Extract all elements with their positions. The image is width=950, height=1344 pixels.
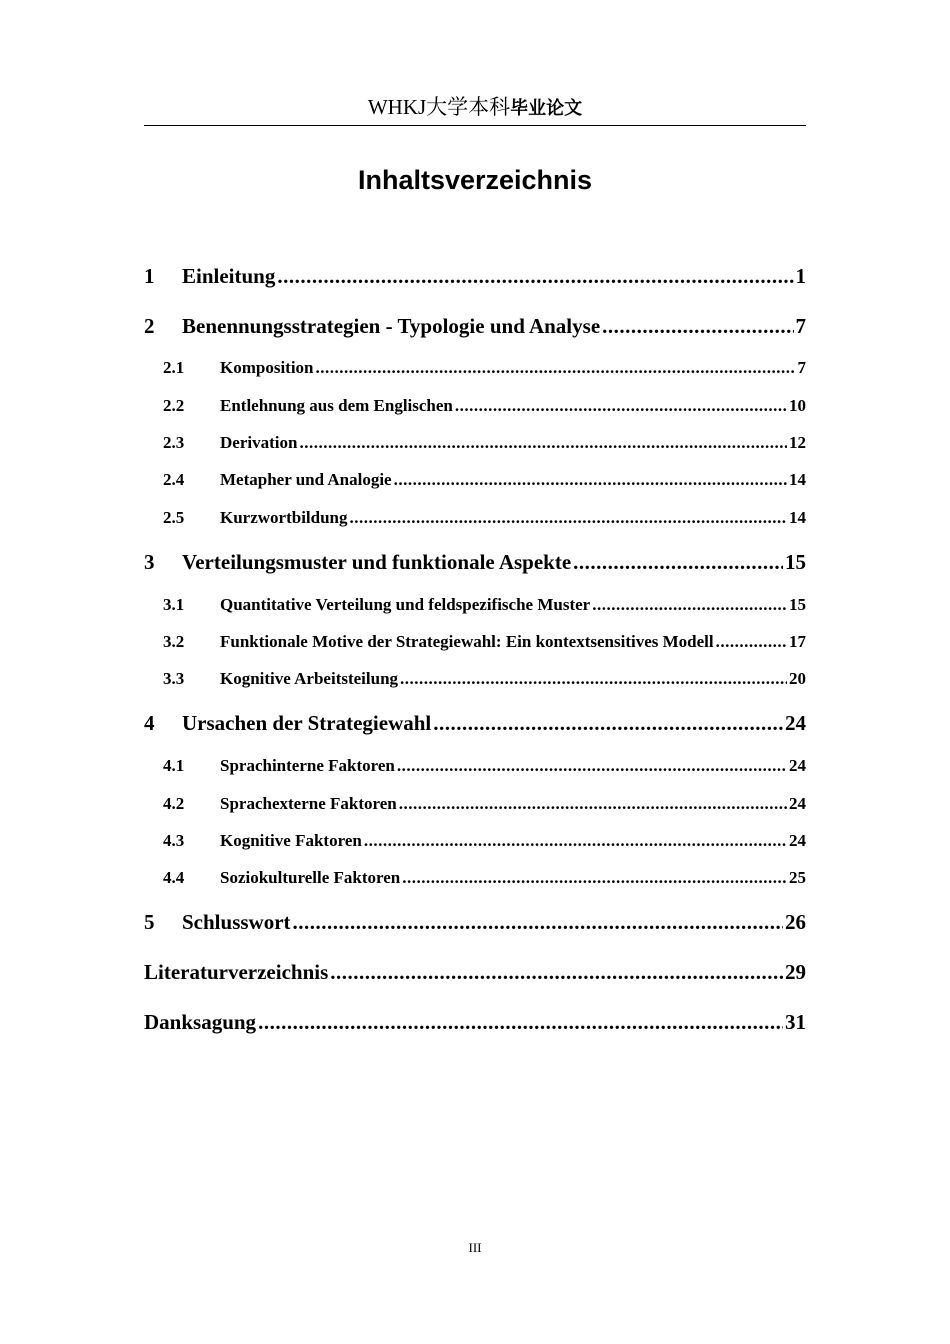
toc-entry-title: Ursachen der Strategiewahl [182,711,432,735]
toc-entry-title: Funktionale Motive der Strategiewahl: Ein kontextsensitives Modell [220,632,714,651]
toc-entry-page: 17 [789,632,806,651]
toc-entry[interactable] [144,754,806,778]
toc-entry-title: Einleitung [182,264,276,288]
toc-entry-number: 3 [144,550,155,574]
toc-entry-title: Literaturverzeichnis [144,960,329,984]
toc-entry-page: 1 [795,264,806,288]
toc-entry-title: Kognitive Arbeitsteilung [220,669,399,688]
header-suffix: 毕业论文 [510,98,583,119]
toc-entry-title: Sprachinterne Faktoren [220,756,395,775]
running-header [144,92,806,124]
toc-dot-leader [364,829,787,853]
toc-entry-title: Entlehnung aus dem Englischen [220,396,453,415]
toc-entry[interactable] [144,312,806,340]
toc-entry-number: 4.3 [163,831,185,850]
toc-entry[interactable] [144,262,806,290]
toc-entry[interactable] [144,829,806,853]
toc-entry-page: 14 [789,508,806,527]
page-number: III [468,1240,482,1255]
toc-entry-number: 2.2 [163,396,185,415]
toc-entry[interactable] [144,431,806,455]
toc-entry-title: Quantitative Verteilung und feldspezifische Muster [220,595,591,614]
toc-dot-leader [602,312,793,340]
toc-entry[interactable] [144,709,806,737]
toc-entry-page: 26 [785,910,806,934]
toc-entry-number: 4.2 [163,794,185,813]
toc-entry-title: Verteilungsmuster und funktionale Aspekte [182,550,572,574]
toc-entry-title: Sprachexterne Faktoren [220,794,397,813]
toc-entry[interactable] [144,1008,806,1036]
toc-entry-page: 24 [789,831,806,850]
toc-entry-title: Derivation [220,433,298,452]
toc-entry-number: 2.4 [163,470,185,489]
toc-entry-page: 29 [785,960,806,984]
toc-entry[interactable] [144,394,806,418]
toc-entry-page: 15 [785,550,806,574]
toc-entry-page: 31 [785,1010,806,1034]
toc-entry-page: 12 [789,433,806,452]
toc-dot-leader [716,630,787,654]
toc-dot-leader [402,866,787,890]
toc-entry-page: 10 [789,396,806,415]
toc-entry-title: Kognitive Faktoren [220,831,362,850]
toc-entry-page: 7 [795,314,806,338]
toc-entry-title: Danksagung [144,1010,257,1034]
toc-entry-page: 14 [789,470,806,489]
toc-entry[interactable] [144,667,806,691]
toc-dot-leader [433,709,783,737]
toc-dot-leader [592,593,787,617]
toc-entry[interactable] [144,958,806,986]
toc-entry-number: 3.2 [163,632,185,651]
toc-entry-title: Metapher und Analogie [220,470,392,489]
toc-entry-title: Benennungsstrategien - Typologie und Analyse [182,314,601,338]
toc-entry-page: 20 [789,669,806,688]
toc-dot-leader [299,431,787,455]
toc-entry-page: 25 [789,868,806,887]
toc-entry-number: 2.3 [163,433,185,452]
header-prefix: WHKJ大学本科 [367,95,511,119]
toc-entry-number: 1 [144,264,155,288]
toc-dot-leader [397,754,787,778]
toc-entry-page: 15 [789,595,806,614]
toc-entry-number: 3.3 [163,669,185,688]
toc-entry-number: 4.4 [163,868,185,887]
toc-entry[interactable] [144,506,806,530]
toc-entry[interactable] [144,630,806,654]
toc-entry-number: 2 [144,314,155,338]
toc-entry-title: Soziokulturelle Faktoren [220,868,401,887]
toc-entry[interactable] [144,593,806,617]
toc-entry-number: 3.1 [163,595,185,614]
toc-entry-page: 24 [789,794,806,813]
toc-entry-page: 24 [789,756,806,775]
toc-dot-leader [573,548,783,576]
toc-entry-number: 2.1 [163,358,185,377]
toc-entry-number: 4 [144,711,155,735]
toc-dot-leader [455,394,787,418]
toc-entry[interactable] [144,908,806,936]
toc-entry-page: 7 [797,358,806,377]
toc-entry[interactable] [144,356,806,380]
toc-dot-leader [399,792,787,816]
toc-entry[interactable] [144,548,806,576]
toc-entry-title: Kurzwortbildung [220,508,348,527]
toc-dot-leader [293,908,783,936]
toc-dot-leader [350,506,787,530]
toc-dot-leader [400,667,787,691]
header-rule [144,125,806,126]
page-title: Inhaltsverzeichnis [357,165,593,195]
toc-entry-page: 24 [785,711,806,735]
toc-entry[interactable] [144,792,806,816]
toc-entry-number: 2.5 [163,508,185,527]
toc-dot-leader [394,468,787,492]
toc-entry-number: 5 [144,910,155,934]
toc-entry-title: Schlusswort [182,910,291,934]
toc-dot-leader [330,958,783,986]
toc-dot-leader [277,262,793,290]
toc-entry-title: Komposition [220,358,314,377]
toc-entry-number: 4.1 [163,756,185,775]
toc-dot-leader [316,356,796,380]
toc-entry[interactable] [144,866,806,890]
toc-entry[interactable] [144,468,806,492]
toc-dot-leader [258,1008,783,1036]
